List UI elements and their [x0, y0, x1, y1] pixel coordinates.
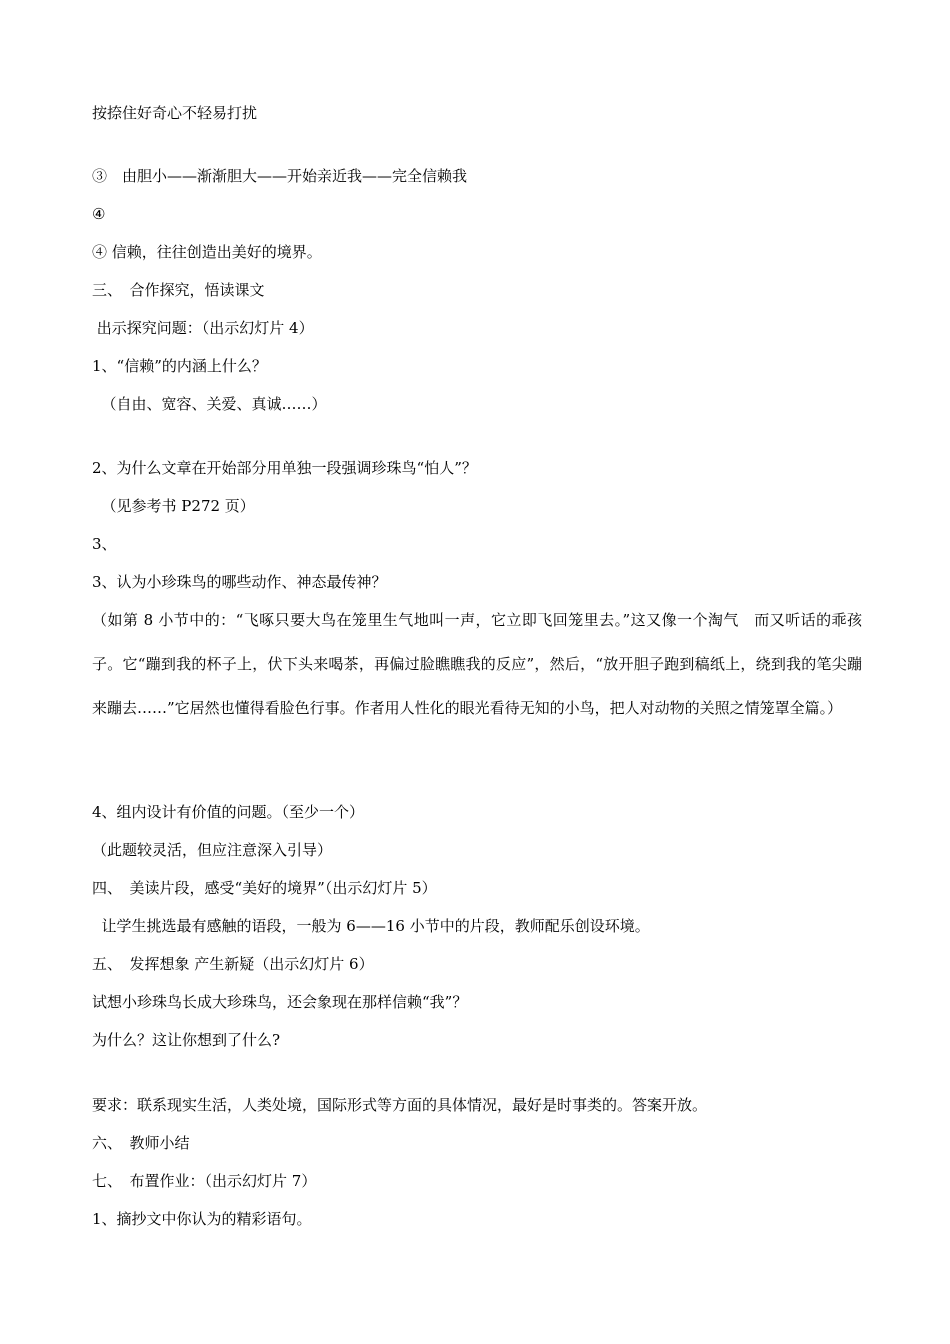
question-3: 3、认为小珍珠鸟的哪些动作、神态最传神？	[92, 573, 387, 591]
text-line-1: 按捺住好奇心不轻易打扰	[92, 104, 258, 122]
answer-1: （自由、宽容、关爱、真诚……）	[92, 395, 327, 413]
answer-2: （见参考书 P272 页）	[92, 497, 255, 515]
text-line-3: ④	[92, 205, 106, 223]
question-4: 4、组内设计有价值的问题。（至少一个）	[92, 803, 365, 821]
section-heading-7: 七、 布置作业：（出示幻灯片 7）	[92, 1172, 317, 1190]
homework-item-1: 1、摘抄文中你认为的精彩语句。	[92, 1210, 312, 1228]
section-heading-3: 三、 合作探究，悟读课文	[92, 281, 265, 299]
text-line-19: 为什么？这让你想到了什么?	[92, 1031, 281, 1049]
text-line-6: 出示探究问题：（出示幻灯片 4）	[92, 319, 314, 337]
question-2: 2、为什么文章在开始部分用单独一段强调珍珠鸟“怕人”？	[92, 459, 477, 477]
answer-3-paragraph: （如第 8 小节中的：“飞啄只要大鸟在笼里生气地叫一声，它立即飞回笼里去。”这又像一个淘气 而又听话的乖孩子。它“蹦到我的杯子上，伏下头来喝茶，再偏过脸瞧瞧我的反应”，然后，“放开胆子跑到稿纸上，绕到我的笔尖蹦来蹦去……”它居然也懂得看脸色行事。作者用人性化的眼光看待无知的小鸟，把人对动物的关照之情笼罩全篇。）	[92, 611, 862, 717]
section-heading-4: 四、 美读片段，感受“美好的境界”（出示幻灯片 5）	[92, 879, 437, 897]
text-line-2: ③ 由胆小——渐渐胆大——开始亲近我——完全信赖我	[92, 167, 468, 185]
text-line-18: 试想小珍珠鸟长成大珍珠鸟，还会象现在那样信赖“我”？	[92, 993, 468, 1011]
section-heading-5: 五、 发挥想象 产生新疑（出示幻灯片 6）	[92, 955, 374, 973]
question-3-stub: 3、	[92, 535, 117, 553]
question-1: 1、“信赖”的内涵上什么？	[92, 357, 267, 375]
section-heading-6: 六、 教师小结	[92, 1134, 190, 1152]
text-line-16: 让学生挑选最有感触的语段，一般为 6——16 小节中的片段，教师配乐创设环境。	[92, 917, 650, 935]
text-line-4: ④ 信赖，往往创造出美好的境界。	[92, 243, 322, 261]
answer-4: （此题较灵活，但应注意深入引导）	[92, 841, 333, 859]
text-line-20: 要求：联系现实生活，人类处境，国际形式等方面的具体情况，最好是时事类的。答案开放。	[92, 1096, 708, 1114]
